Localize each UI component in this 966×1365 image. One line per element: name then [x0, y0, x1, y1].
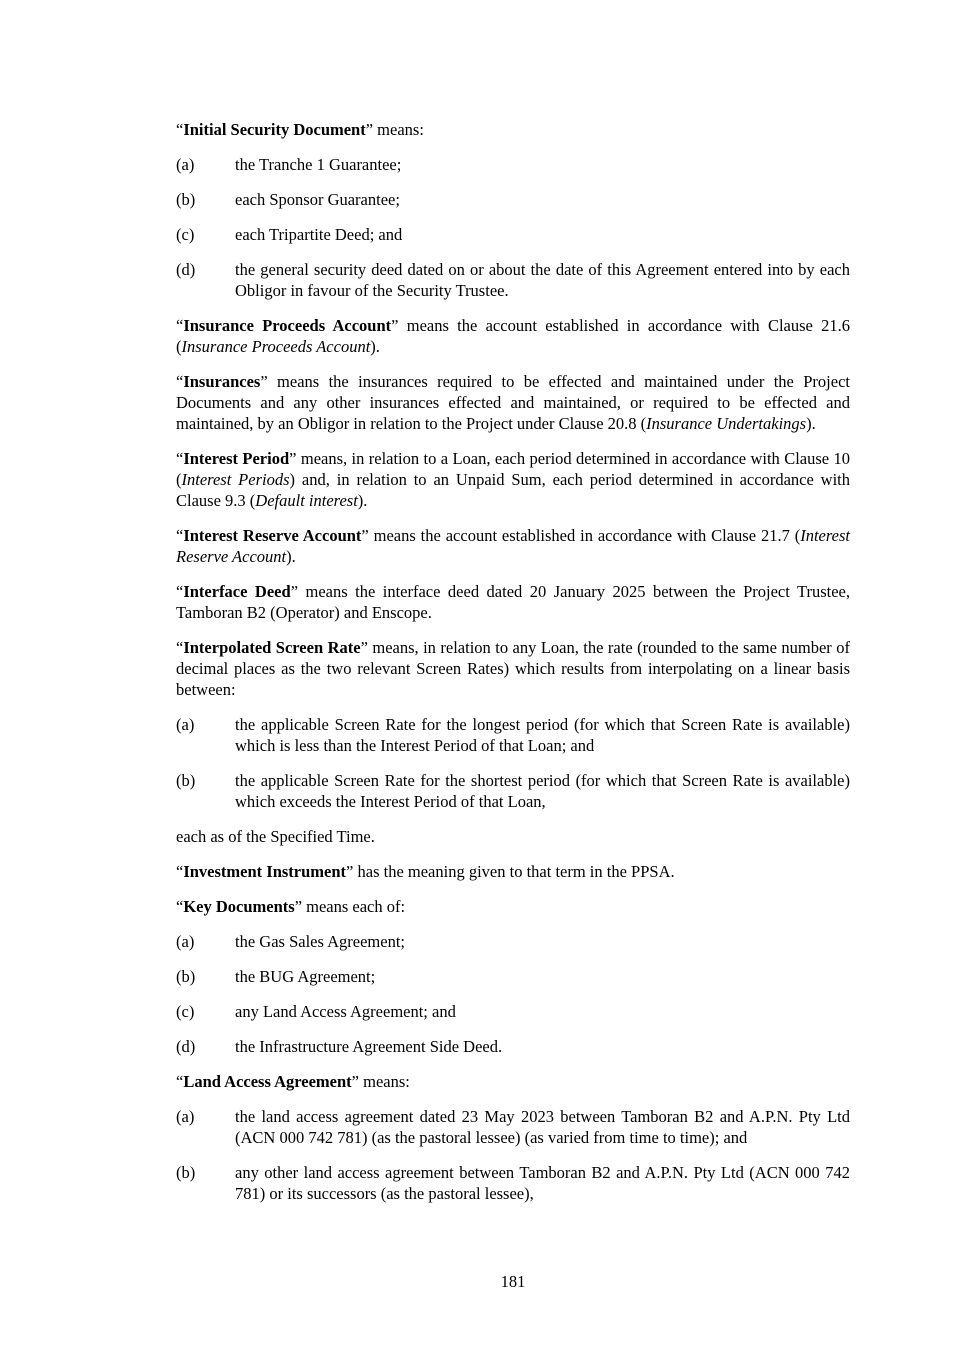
defined-term: Insurance Proceeds Account: [183, 316, 392, 335]
list-item: [176, 154, 850, 175]
list-item: [176, 1162, 850, 1204]
text-run: ” means the account established in accordance with Clause 21.6 (: [176, 316, 851, 356]
list-item-label: (a): [176, 715, 195, 734]
text-run: each Tripartite Deed; and: [235, 225, 403, 244]
list-item-label: (a): [176, 1107, 195, 1126]
text-run: the Infrastructure Agreement Side Deed.: [235, 1037, 503, 1056]
text-run: “: [176, 582, 184, 601]
list-item-label: (b): [176, 190, 196, 209]
list-item: [176, 189, 850, 210]
definition-paragraph: [176, 826, 850, 847]
list-item-label: (b): [176, 1163, 196, 1182]
list-item-label: (b): [176, 771, 196, 790]
list-item: [176, 931, 850, 952]
list-item-label: (c): [176, 1002, 195, 1021]
defined-term: Interface Deed: [183, 582, 291, 601]
text-run: ).: [806, 414, 816, 433]
list-item-text: [235, 966, 850, 987]
list-item: [176, 770, 850, 812]
defined-term: Interest Reserve Account: [183, 526, 362, 545]
defined-term: Interest Period: [183, 449, 290, 468]
text-run: any Land Access Agreement; and: [235, 1002, 456, 1021]
text-run: “: [176, 526, 184, 545]
list-item-label: (d): [176, 260, 196, 279]
list-item-text: [235, 259, 850, 301]
defined-term: Insurances: [183, 372, 261, 391]
text-run: ” means the account established in accordance with Clause 21.7 (: [361, 526, 801, 545]
text-run: ” means, in relation to a Loan, each period determined in accordance with Clause 10 (: [176, 449, 850, 489]
definition-paragraph: [176, 448, 850, 511]
text-run: the general security deed dated on or about the date of this Agreement entered into by each Obligor in favour of the Security Trustee.: [235, 260, 850, 300]
text-run: ).: [370, 337, 380, 356]
definition-paragraph: [176, 315, 850, 357]
clause-reference: Insurance Proceeds Account: [181, 337, 371, 356]
text-run: ” means:: [351, 1072, 410, 1091]
defined-term: Initial Security Document: [183, 120, 366, 139]
list-item: [176, 966, 850, 987]
clause-reference: Default interest: [255, 491, 358, 510]
text-run: “: [176, 862, 184, 881]
list-item-text: [235, 189, 850, 210]
text-run: “: [176, 1072, 184, 1091]
document-body: [176, 119, 850, 1218]
definition-paragraph: [176, 525, 850, 567]
text-run: the Tranche 1 Guarantee;: [235, 155, 402, 174]
definition-paragraph: [176, 637, 850, 700]
list-item: [176, 1001, 850, 1022]
defined-term: Interpolated Screen Rate: [183, 638, 361, 657]
text-run: ).: [357, 491, 368, 510]
definition-paragraph: [176, 581, 850, 623]
text-run: ).: [286, 547, 296, 566]
list-item: [176, 714, 850, 756]
definition-paragraph: [176, 371, 850, 434]
list-item-label: (b): [176, 967, 196, 986]
list-item-label: (c): [176, 225, 195, 244]
definition-paragraph: [176, 1071, 850, 1092]
text-run: ” means:: [365, 120, 424, 139]
list-item-text: [235, 1162, 850, 1204]
list-item: [176, 259, 850, 301]
text-run: each Sponsor Guarantee;: [235, 190, 400, 209]
list-item-text: [235, 770, 850, 812]
list-item-text: [235, 1001, 850, 1022]
list-item-label: (a): [176, 155, 195, 174]
page-number: 181: [500, 1272, 526, 1291]
definition-paragraph: [176, 896, 850, 917]
list-item-text: [235, 154, 850, 175]
text-run: ” means each of:: [294, 897, 406, 916]
list-item-text: [235, 714, 850, 756]
clause-reference: Insurance Undertakings: [646, 414, 807, 433]
clause-reference: Interest Reserve Account: [176, 526, 850, 566]
list-item-text: [235, 1106, 850, 1148]
text-run: the applicable Screen Rate for the longest period (for which that Screen Rate is available) which is less than the Interest Period of that Loan; and: [235, 715, 850, 755]
text-run: ” has the meaning given to that term in the PPSA.: [346, 862, 675, 881]
text-run: “: [176, 372, 184, 391]
defined-term: Key Documents: [183, 897, 295, 916]
text-run: “: [176, 120, 184, 139]
text-run: any other land access agreement between Tamboran B2 and A.P.N. Pty Ltd (ACN 000 742 781) or its successors (as the pastoral lessee),: [235, 1163, 850, 1203]
text-run: ” means, in relation to any Loan, the rate (rounded to the same number of decimal places as the two relevant Screen Rates) which results from interpolating on a linear basis between:: [176, 638, 850, 699]
text-run: the BUG Agreement;: [235, 967, 376, 986]
list-item: [176, 1106, 850, 1148]
text-run: ” means the insurances required to be effected and maintained under the Project Documents and any other insurances effected and maintained, or required to be effected and maintained, by an Obligor in relation to the Project under Clause 20.8 (: [176, 372, 850, 433]
text-run: “: [176, 638, 184, 657]
definition-paragraph: [176, 119, 850, 140]
list-item-text: [235, 931, 850, 952]
list-item-text: [235, 224, 850, 245]
text-run: “: [176, 897, 184, 916]
clause-reference: Interest Periods: [181, 470, 290, 489]
list-item: [176, 224, 850, 245]
text-run: “: [176, 449, 184, 468]
text-run: ” means the interface deed dated 20 January 2025 between the Project Trustee, Tamboran B2 (Operator) and Enscope.: [176, 582, 850, 622]
text-run: the applicable Screen Rate for the shortest period (for which that Screen Rate is available) which exceeds the Interest Period of that Loan,: [235, 771, 850, 811]
text-run: the land access agreement dated 23 May 2023 between Tamboran B2 and A.P.N. Pty Ltd (ACN 000 742 781) (as the pastoral lessee) (as varied from time to time); and: [235, 1107, 850, 1147]
text-run: each as of the Specified Time.: [176, 827, 375, 846]
defined-term: Investment Instrument: [183, 862, 347, 881]
list-item-text: [235, 1036, 850, 1057]
definition-paragraph: [176, 861, 850, 882]
list-item-label: (a): [176, 932, 195, 951]
list-item-label: (d): [176, 1037, 196, 1056]
text-run: ) and, in relation to an Unpaid Sum, each period determined in accordance with Clause 9.3 (: [176, 470, 851, 510]
text-run: “: [176, 316, 184, 335]
list-item: [176, 1036, 850, 1057]
text-run: the Gas Sales Agreement;: [235, 932, 405, 951]
defined-term: Land Access Agreement: [183, 1072, 352, 1091]
